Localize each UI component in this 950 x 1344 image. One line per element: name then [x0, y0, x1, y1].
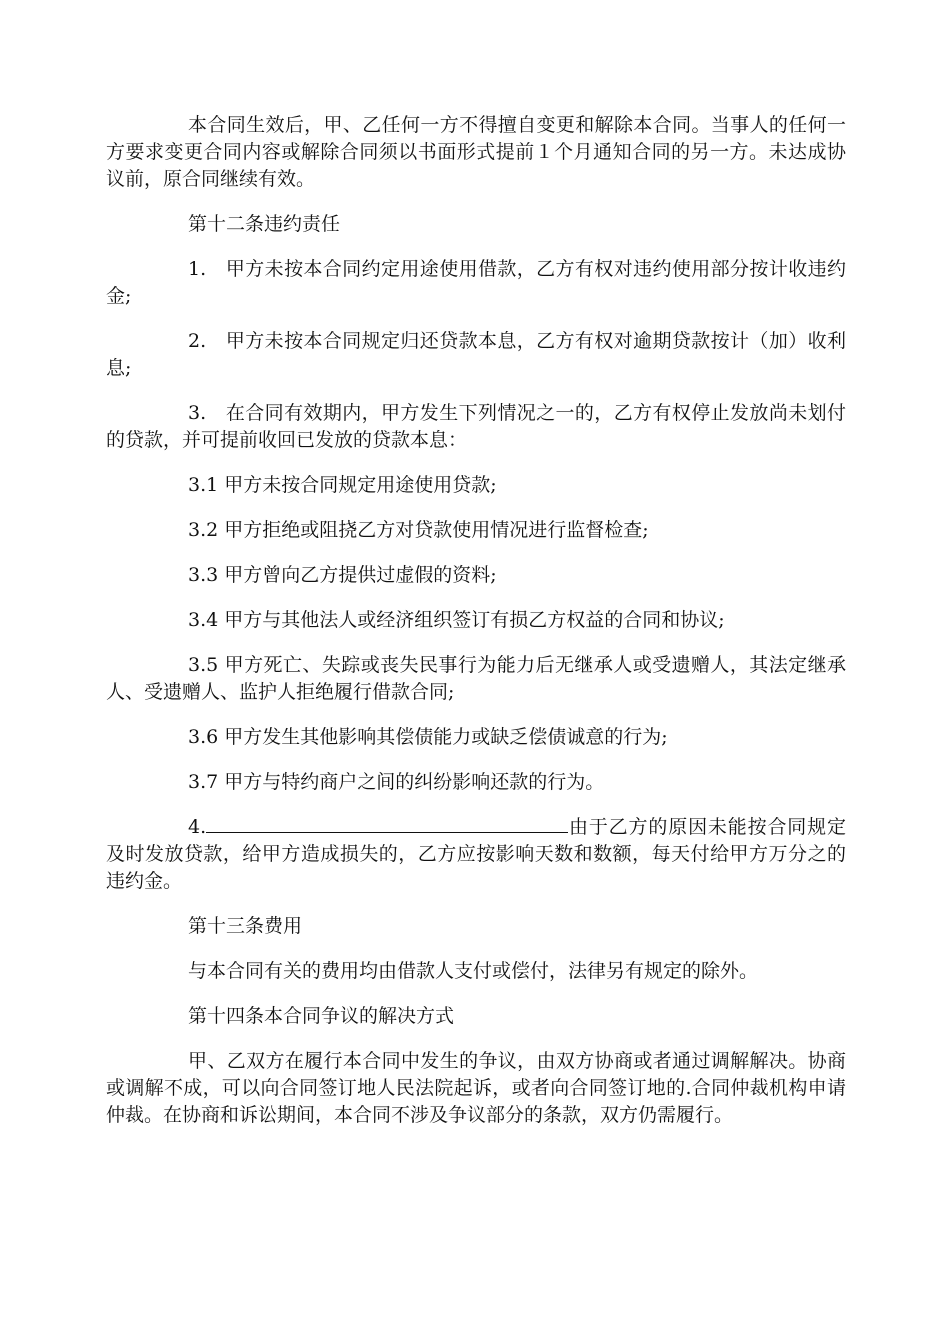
- clause-3-4: 3.4 甲方与其他法人或经济组织签订有损乙方权益的合同和协议;: [188, 609, 725, 631]
- clause-3-6: 3.6 甲方发生其他影响其偿债能力或缺乏偿债诚意的行为;: [188, 726, 668, 748]
- clause-2: 2. 甲方未按本合同规定归还贷款本息，乙方有权对逾期贷款按计（加）收利息;: [106, 330, 846, 379]
- clause-4-text: 由于乙方的原因未能按合同规定及时发放贷款，给甲方造成损失的，乙方应按影响天数和数额，每天付给甲方万分之的违约金。: [106, 816, 846, 892]
- clause-3-5: 3.5 甲方死亡、失踪或丧失民事行为能力后无继承人或受遗赠人，其法定继承人、受遗赠人、监护人拒绝履行借款合同;: [106, 654, 846, 703]
- clause-4: [106, 814, 846, 895]
- paragraph-fees: 与本合同有关的费用均由借款人支付或偿付，法律另有规定的除外。: [188, 960, 759, 982]
- clause-3-7: 3.7 甲方与特约商户之间的纠纷影响还款的行为。: [188, 771, 605, 793]
- clause-3-2: 3.2 甲方拒绝或阻挠乙方对贷款使用情况进行监督检查;: [188, 519, 649, 541]
- document-page: [106, 112, 846, 1147]
- paragraph-dispute-resolution: 甲、乙双方在履行本合同中发生的争议，由双方协商或者通过调解解决。协商或调解不成，可以向合同签订地人民法院起诉，或者向合同签订地的.合同仲裁机构申请仲裁。在协商和诉讼期间，本合同不涉及争议部分的条款，双方仍需履行。: [106, 1050, 846, 1126]
- clause-3-1: 3.1 甲方未按合同规定用途使用贷款;: [188, 474, 497, 496]
- heading-article-14: 第十四条本合同争议的解决方式: [188, 1005, 455, 1027]
- clause-3: 3. 在合同有效期内，甲方发生下列情况之一的，乙方有权停止发放尚未划付的贷款，并可提前收回已发放的贷款本息：: [106, 402, 846, 451]
- fill-in-blank-line: [206, 814, 568, 833]
- clause-3-3: 3.3 甲方曾向乙方提供过虚假的资料;: [188, 564, 497, 586]
- paragraph-contract-change: 本合同生效后，甲、乙任何一方不得擅自变更和解除本合同。当事人的任何一方要求变更合同内容或解除合同须以书面形式提前１个月通知合同的另一方。未达成协议前，原合同继续有效。: [106, 114, 846, 190]
- heading-article-13: 第十三条费用: [188, 915, 303, 937]
- clause-1: 1. 甲方未按本合同约定用途使用借款，乙方有权对违约使用部分按计收违约金;: [106, 258, 846, 307]
- heading-article-12: 第十二条违约责任: [188, 213, 341, 235]
- clause-4-number: 4.: [188, 816, 207, 838]
